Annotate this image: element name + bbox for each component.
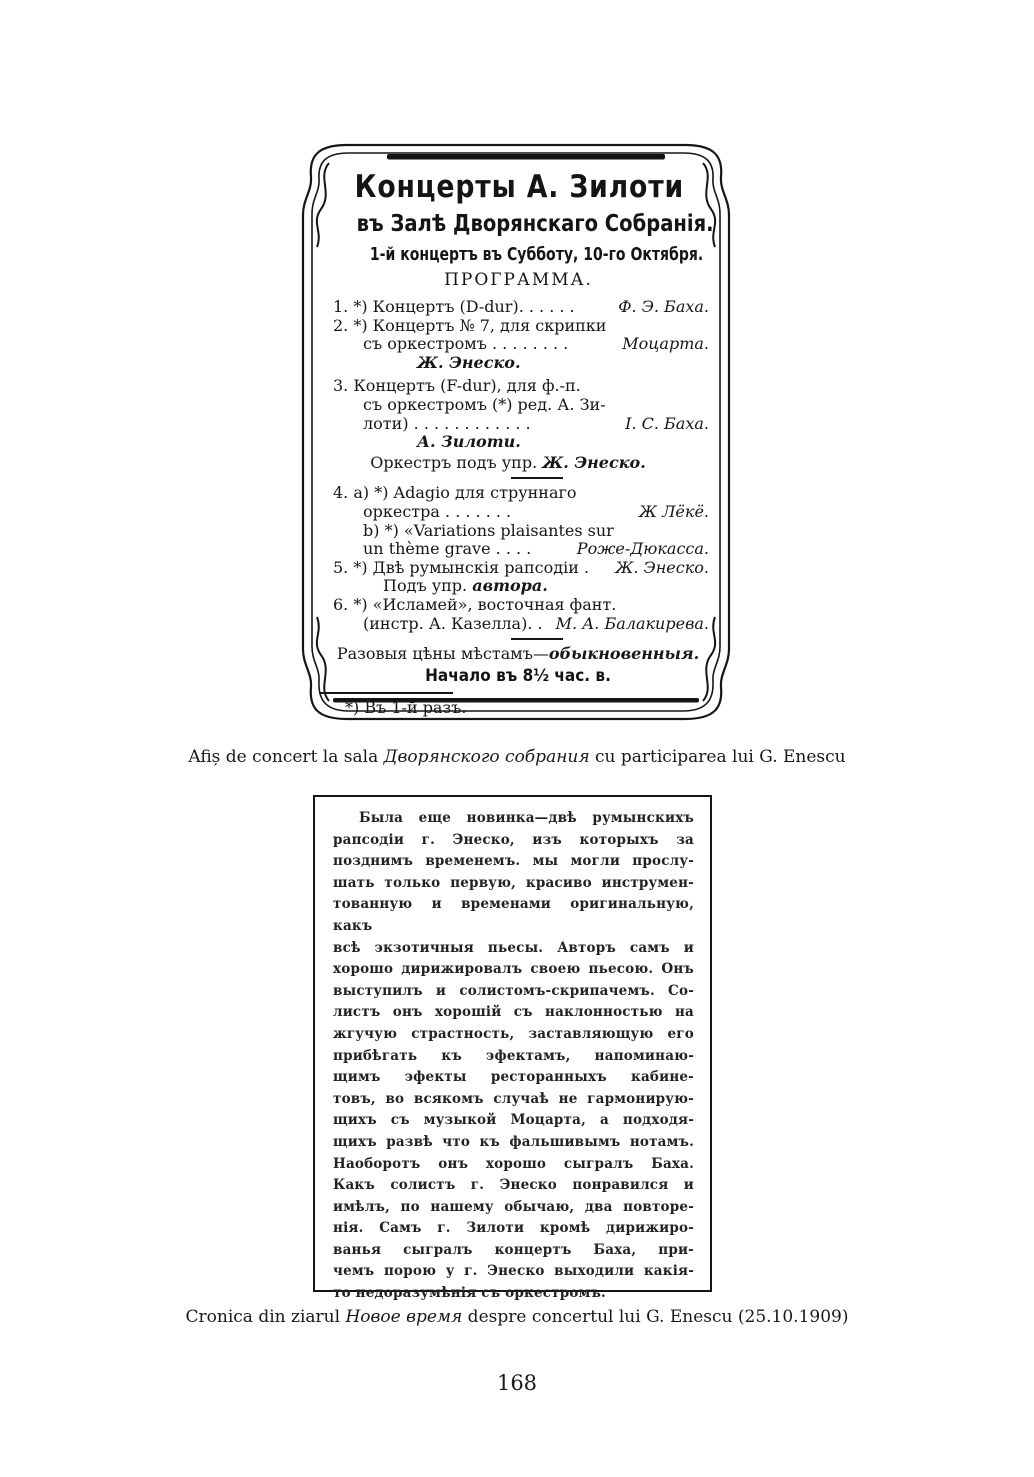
performer-name: Ж. Энеско. bbox=[417, 352, 521, 372]
caption-text: despre concertul lui G. Enescu (25.10.1909) bbox=[462, 1307, 849, 1327]
program-text: Разовыя цѣны мѣстамъ— bbox=[336, 644, 549, 664]
program-text: 5. *) Двѣ румынскія рапсодіи . bbox=[333, 557, 590, 577]
program-list bbox=[333, 298, 709, 718]
program-line-item4b-cont bbox=[333, 540, 709, 559]
caption-text: cu participarea lui G. Enescu bbox=[589, 747, 846, 767]
program-text: 3. Концертъ (F-dur), для ф.-п. bbox=[333, 376, 581, 396]
program-line-item3-cont2 bbox=[333, 415, 709, 434]
start-time-line: Начало въ 8½ час. в. bbox=[425, 665, 611, 686]
clipping-line: Наоборотъ онъ хорошо сыгралъ Баха. bbox=[333, 1155, 694, 1172]
program-line-item6-cont bbox=[333, 615, 709, 634]
clipping-line: тованную и временами оригинальную, какъ bbox=[333, 896, 694, 934]
clipping-line: ванья сыгралъ концертъ Баха, при- bbox=[333, 1241, 694, 1258]
page-number: 168 bbox=[496, 1371, 538, 1395]
conductor-line bbox=[333, 454, 709, 473]
program-line-item3-cont bbox=[333, 396, 709, 415]
divider-rule bbox=[511, 477, 563, 479]
clipping-line: жгучую страстность, заставляющую его bbox=[333, 1025, 694, 1042]
composer-name: I. С. Баха. bbox=[625, 413, 709, 433]
clipping-line: выступилъ и солистомъ-скрипачемъ. Со- bbox=[333, 982, 694, 999]
clipping-line: щихъ съ музыкой Моцарта, а подходя- bbox=[333, 1112, 694, 1129]
composer-name: М. А. Балакирева. bbox=[555, 613, 709, 633]
program-text: оркестра . . . . . . . bbox=[363, 501, 512, 521]
clipping-line: всѣ экзотичныя пьесы. Авторъ самъ и bbox=[333, 939, 694, 956]
newspaper-clipping bbox=[313, 795, 712, 1302]
program-text: un thème grave . . . . bbox=[363, 539, 532, 559]
clipping-line: имѣлъ, по нашему обычаю, два повторе- bbox=[333, 1198, 694, 1215]
program-text: Подъ упр. bbox=[383, 576, 473, 596]
program-line-item4a-cont bbox=[333, 503, 709, 522]
clipping-line: щихъ развѣ что къ фальшивымъ нотамъ. bbox=[333, 1133, 694, 1150]
program-line-item3 bbox=[333, 377, 709, 396]
conductor-name: Ж. Энеско. bbox=[542, 452, 646, 472]
poster-title: Концерты А. Зилоти bbox=[354, 169, 685, 205]
clipping-line: нія. Самъ г. Зилоти кромѣ дирижиро- bbox=[333, 1220, 694, 1237]
clipping-line: чемъ порою у г. Энеско выходили какія- bbox=[333, 1263, 694, 1280]
clipping-line: листъ онъ хорошій съ наклонностью на bbox=[333, 1004, 694, 1021]
clipping-line: прибѣгать къ эфектамъ, напоминаю- bbox=[333, 1047, 694, 1064]
clipping-line: Была еще новинка—двѣ румынскихъ bbox=[359, 810, 694, 826]
clipping-line: позднимъ временемъ. мы могли прослу- bbox=[333, 853, 694, 870]
program-text: 2. *) Концертъ № 7, для скрипки bbox=[333, 315, 607, 335]
program-text: 4. a) *) Adagio для струннаго bbox=[333, 483, 577, 503]
program-text: лоти) . . . . . . . . . . . . bbox=[363, 413, 531, 433]
poster-caption bbox=[0, 747, 1034, 767]
caption-italic-title: Новое время bbox=[345, 1307, 463, 1327]
program-line-item4a bbox=[333, 484, 709, 503]
program-text: Оркестръ подъ упр. bbox=[370, 452, 543, 472]
performer-name: А. Зилоти. bbox=[417, 432, 521, 452]
poster-program-heading: ПРОГРАММА. bbox=[444, 270, 593, 290]
clipping-line: хорошо дирижировалъ своею пьесою. Онъ bbox=[333, 961, 694, 978]
program-line-item2 bbox=[333, 317, 709, 336]
program-text: b) *) «Variations plaisantes sur bbox=[363, 520, 614, 540]
clipping-line: шать только первую, красиво инструмен- bbox=[333, 874, 694, 891]
composer-name: Ф. Э. Баха. bbox=[618, 297, 709, 316]
concert-poster bbox=[287, 133, 745, 733]
clipping-line: рапсодіи г. Энеско, изъ которыхъ за bbox=[333, 831, 694, 848]
clipping-line: то недоразумѣнія съ оркестромъ. bbox=[333, 1285, 606, 1302]
clipping-caption bbox=[0, 1307, 1034, 1327]
caption-text: Cronica din ziarul bbox=[185, 1307, 346, 1327]
clipping-line: Какъ солистъ г. Энеско понравился и bbox=[333, 1177, 694, 1194]
caption-italic-title: Дворянского собрания bbox=[383, 747, 590, 767]
composer-name: Роже-Дюкасса. bbox=[576, 539, 709, 559]
poster-hall-line: въ Залѣ Дворянскаго Собранія. bbox=[356, 211, 714, 237]
conductor-note bbox=[333, 577, 709, 596]
clipping-line: щимъ эфекты ресторанныхъ кабине- bbox=[333, 1069, 694, 1086]
author-emphasis: автора. bbox=[472, 576, 548, 596]
composer-name: Моцарта. bbox=[622, 334, 709, 354]
program-text: съ оркестромъ . . . . . . . . bbox=[363, 334, 569, 354]
program-line-item1 bbox=[333, 298, 709, 317]
poster-date-line: 1-й концертъ въ Субботу, 10-го Октября. bbox=[369, 244, 704, 265]
caption-text: Afiș de concert la sala bbox=[188, 747, 384, 767]
prices-emphasis: обыкновенныя. bbox=[548, 644, 700, 664]
prices-line bbox=[327, 645, 709, 664]
footnote-rule bbox=[319, 692, 453, 694]
program-text: (инстр. А. Казелла). . bbox=[363, 613, 543, 633]
program-line-item4b bbox=[333, 522, 709, 541]
composer-name: Ж Лёкё. bbox=[639, 501, 709, 521]
program-text: 1. *) Концертъ (D-dur). . . . . . bbox=[333, 297, 575, 316]
program-line-item5 bbox=[333, 559, 709, 578]
program-line-item2-cont bbox=[333, 335, 709, 354]
clipping-line: товъ, во всякомъ случаѣ не гармонирую- bbox=[333, 1090, 694, 1107]
divider-rule bbox=[511, 638, 563, 640]
program-text: съ оркестромъ (*) ред. А. Зи- bbox=[363, 394, 606, 414]
program-line-item6 bbox=[333, 596, 709, 615]
poster-content bbox=[287, 133, 745, 733]
composer-name: Ж. Энеско. bbox=[615, 557, 709, 577]
program-text: 6. *) «Исламей», восточная фант. bbox=[333, 594, 617, 614]
footnote-line: *) Въ 1-й разъ. bbox=[345, 698, 467, 718]
